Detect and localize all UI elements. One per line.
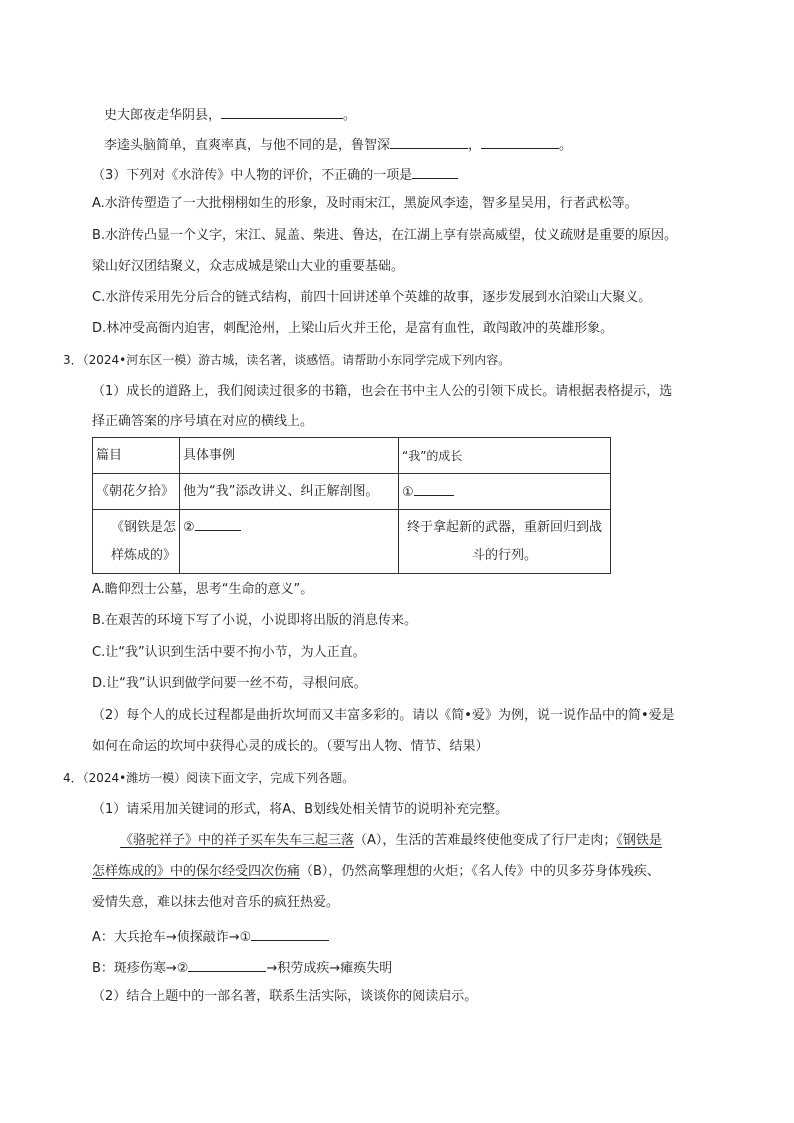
q4-sub2: （2）结合上题中的一部名著，联系生活实际，谈谈你的阅读启示。 xyxy=(92,989,478,1004)
q4-passage-line1 xyxy=(120,832,662,850)
circled-one: ① xyxy=(402,485,414,500)
line-b-text: B：斑疹伤寒→② xyxy=(92,961,189,976)
q2-blank-3[interactable] xyxy=(481,134,559,149)
circled-two: ② xyxy=(183,520,195,535)
title-line: 《钢铁是怎 xyxy=(110,519,176,535)
q2-line1 xyxy=(104,104,356,125)
table-cell-answer-2 xyxy=(180,510,399,574)
q2-sub3-text: （3）下列对《水浒传》中人物的评价，不正确的一项是 xyxy=(92,168,413,183)
growth-line: 终于拿起新的武器，重新回归到战 xyxy=(406,519,602,535)
q2-line2 xyxy=(104,134,572,155)
q2-option-d: D.林冲受高衙内迫害，刺配沧州，上梁山后火并王伦，是富有血性，敢闯敢冲的英雄形象。 xyxy=(92,321,614,336)
table-header-row xyxy=(93,438,611,474)
q3-header xyxy=(63,351,510,369)
table-row xyxy=(93,510,611,574)
q3-option-c: C.让“我”认识到生活中要不拘小节，为人正直。 xyxy=(92,645,366,660)
q4-sub1: （1）请采用加关键词的形式，将A、B划线处相关情节的说明补充完整。 xyxy=(92,802,509,817)
q3-sub1-line2: 择正确答案的序号填在对应的横线上。 xyxy=(92,414,314,429)
passage-underline-b-end: 怎样炼成的》中的保尔经受四次伤痛 xyxy=(92,864,301,879)
q2-option-b-line2: 梁山好汉团结聚义，众志成城是梁山大业的重要基础。 xyxy=(92,259,405,274)
q3-sub2-line2: 如何在命运的坎坷中获得心灵的成长的。（要写出人物、情节、结果） xyxy=(92,739,489,754)
passage-underline-b-start: 《钢铁是 xyxy=(616,833,662,848)
table-blank-1[interactable] xyxy=(414,481,454,496)
growth-line: 斗的行列。 xyxy=(471,547,537,563)
growth-table xyxy=(92,437,611,574)
q2-line2-text: 李逵头脑简单，直爽率真，与他不同的是，鲁智深 xyxy=(104,138,391,153)
line-a-text: A：大兵抢车→侦探敲诈→① xyxy=(92,930,252,945)
q3-option-d: D.让“我”认识到做学问要一丝不苟，寻根问底。 xyxy=(92,676,367,691)
table-header-cell: 具体事例 xyxy=(180,438,399,474)
q4-passage-line2 xyxy=(92,863,660,881)
q3-sub1-line1: （1）成长的道路上，我们阅读过很多的书籍，也会在书中主人公的引领下成长。请根据表格提示，选 xyxy=(92,384,673,399)
q2-option-c: C.水浒传采用先分后合的链式结构，前四十回讲述单个英雄的故事，逐步发展到水泊梁山大聚义。 xyxy=(92,290,652,305)
table-header-cell: “我”的成长 xyxy=(399,438,611,474)
title-line: 样炼成的》 xyxy=(110,547,176,563)
table-cell xyxy=(399,510,611,574)
table-blank-2[interactable] xyxy=(195,516,241,531)
q4-number: 4． xyxy=(63,771,83,785)
table-cell-answer-1 xyxy=(399,474,611,510)
q2-line1-text: 史大郎夜走华阴县， xyxy=(104,108,222,123)
line-b-rest: →积劳成疾→瘫痪失明 xyxy=(266,961,393,976)
q3-option-b: B.在艰苦的环境下写了小说，小说即将出版的消息传来。 xyxy=(92,613,418,628)
q2-option-a: A.水浒传塑造了一大批栩栩如生的形象，及时雨宋江，黑旋风李逵，智多星吴用，行者武松等。 xyxy=(92,196,638,211)
q4-line-b xyxy=(92,957,392,978)
passage-text: （B），仍然高擎理想的火炬；《名人传》中的贝多芬身体残疾、 xyxy=(300,864,660,879)
q3-number: 3． xyxy=(63,353,83,367)
q2-blank-1[interactable] xyxy=(221,104,343,119)
q2-blank-4[interactable] xyxy=(412,164,458,179)
passage-text: （A），生活的苦难最终使他变成了行尸走肉； xyxy=(354,833,617,848)
q2-line1-end: 。 xyxy=(343,108,357,123)
q4-line-a xyxy=(92,926,329,947)
q4-blank-1[interactable] xyxy=(251,926,329,941)
q2-line2-sep: ， xyxy=(468,138,482,153)
q3-header-text: （2024•河东区一模）游古城，读名著，谈感悟。请帮助小东同学完成下列内容。 xyxy=(82,353,511,367)
q2-option-b-line1: B.水浒传凸显一个义字，宋江、晁盖、柴进、鲁达，在江湖上享有崇高威望，仗义疏财是重要的原因。 xyxy=(92,228,678,243)
q3-sub2-line1: （2）每个人的成长过程都是曲折坎坷而又丰富多彩的。请以《简•爱》为例，说一说作品中的简•爱是 xyxy=(92,708,675,723)
q4-passage-line3: 爱情失意，难以抹去他对音乐的疯狂热爱。 xyxy=(92,895,340,910)
table-cell: 《朝花夕拾》 xyxy=(93,474,180,510)
q4-header-text: （2024•潍坊一模）阅读下面文字，完成下列各题。 xyxy=(82,771,355,785)
q2-line2-end: 。 xyxy=(559,138,573,153)
q4-header xyxy=(63,769,354,787)
table-cell: 他为“我”添改讲义、纠正解剖图。 xyxy=(180,474,399,510)
table-cell-title xyxy=(93,510,180,574)
q3-option-a: A.瞻仰烈士公墓，思考“生命的意义”。 xyxy=(92,582,314,597)
table-row xyxy=(93,474,611,510)
q4-blank-2[interactable] xyxy=(188,957,266,972)
q2-sub3 xyxy=(92,164,458,185)
passage-underline-a: 《骆驼祥子》中的祥子买车失车三起三落 xyxy=(120,833,355,848)
table-header-cell: 篇目 xyxy=(93,438,180,474)
q2-blank-2[interactable] xyxy=(390,134,468,149)
